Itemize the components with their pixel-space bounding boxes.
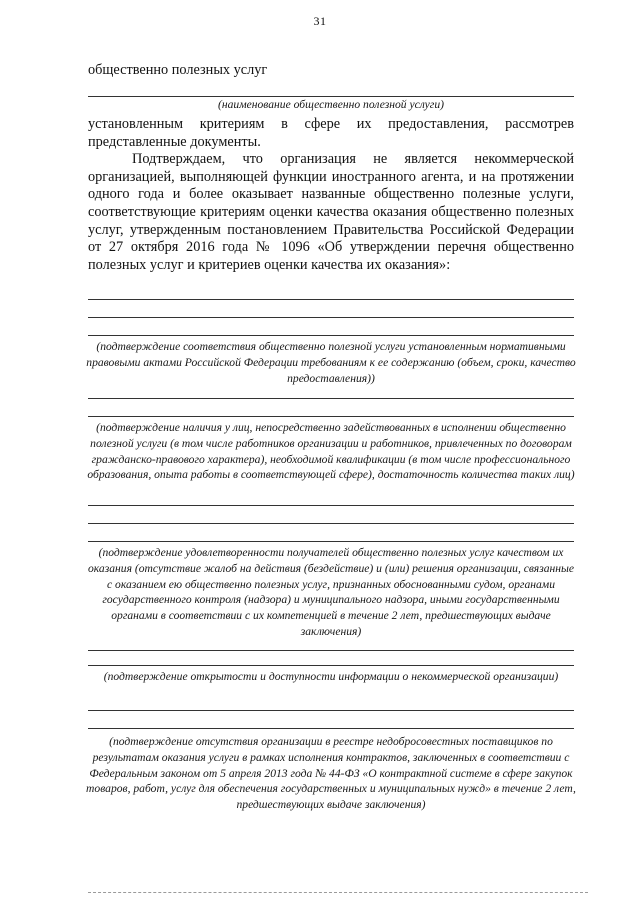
blank-line bbox=[88, 317, 574, 318]
compliance-caption: (подтверждение соответствия общественно полезной услуги установленным нормативными правовыми актами Российской Федерации требованиям к ее содержанию (объем, сроки, качество предоставления)) bbox=[86, 340, 576, 385]
satisfaction-caption: (подтверждение удовлетворенности получателей общественно полезных услуг качеством их оказания (отсутствие жалоб на действия (бездействие) и (или) решения организации, связанные с оказанием ею общественно полезных услуг, признанных обоснованными судом, органами государственного контроля (надзора) и муниципального надзора, иными государственными органами в соответствии с их компетенцией в течение 2 лет, предшествующих выдаче заключения) bbox=[87, 546, 575, 638]
blank-line bbox=[88, 728, 574, 729]
service-name-caption: (наименование общественно полезной услуги) bbox=[218, 98, 444, 111]
intro-line: общественно полезных услуг bbox=[88, 62, 268, 78]
blank-line bbox=[88, 523, 574, 524]
confirmation-paragraph: Подтверждаем, что организация не является некоммерческой организацией, выполняющей функции иностранного агента, и на протяжении одного года и более оказывает названные общественно полезные услуги, соответствующие критериям оценки качества оказания общественно полезных услуг, утвержденным постановлением Правительства Российской Федерации от 27 октября 2016 года № 1096 «Об утверждении перечня общественно полезных услуг и критериев оценки качества их оказания»: bbox=[88, 151, 574, 273]
criteria-paragraph: установленным критериям в сфере их предоставления, рассмотрев представленные документы. bbox=[88, 116, 574, 150]
body-paragraphs bbox=[88, 116, 574, 274]
blank-line bbox=[88, 505, 574, 506]
blank-line bbox=[88, 650, 574, 651]
blank-line bbox=[88, 665, 574, 666]
blank-line bbox=[88, 710, 574, 711]
registry-caption: (подтверждение отсутствия организации в реестре недобросовестных поставщиков по результатам оказания услуги в рамках исполнения контрактов, заключенных в соответствии с Федеральным законом от 5 апреля 2013 года № 44-ФЗ «О контрактной системе в сфере закупок товаров, работ, услуг для обеспечения государственных и муниципальных нужд» в течение 2 лет, предшествующих выдаче заключения) bbox=[86, 735, 576, 812]
blank-line bbox=[88, 335, 574, 336]
blank-line bbox=[88, 398, 574, 399]
personnel-caption: (подтверждение наличия у лиц, непосредственно задействованных в исполнении общественно полезной услуги (в том числе работников организации и работников, привлеченных по договорам гражданско-правового характера), необходимой квалификации (в том числе профессионального образования, опыта работы в соответствующей сфере), достаточность количества таких лиц) bbox=[87, 421, 575, 482]
footer-scan-artifact bbox=[88, 892, 588, 893]
body-text bbox=[88, 62, 574, 80]
blank-line bbox=[88, 541, 574, 542]
openness-caption: (подтверждение открытости и доступности информации о некоммерческой организации) bbox=[103, 670, 559, 683]
page-number: 31 bbox=[313, 14, 327, 28]
blank-line bbox=[88, 416, 574, 417]
blank-line bbox=[88, 299, 574, 300]
